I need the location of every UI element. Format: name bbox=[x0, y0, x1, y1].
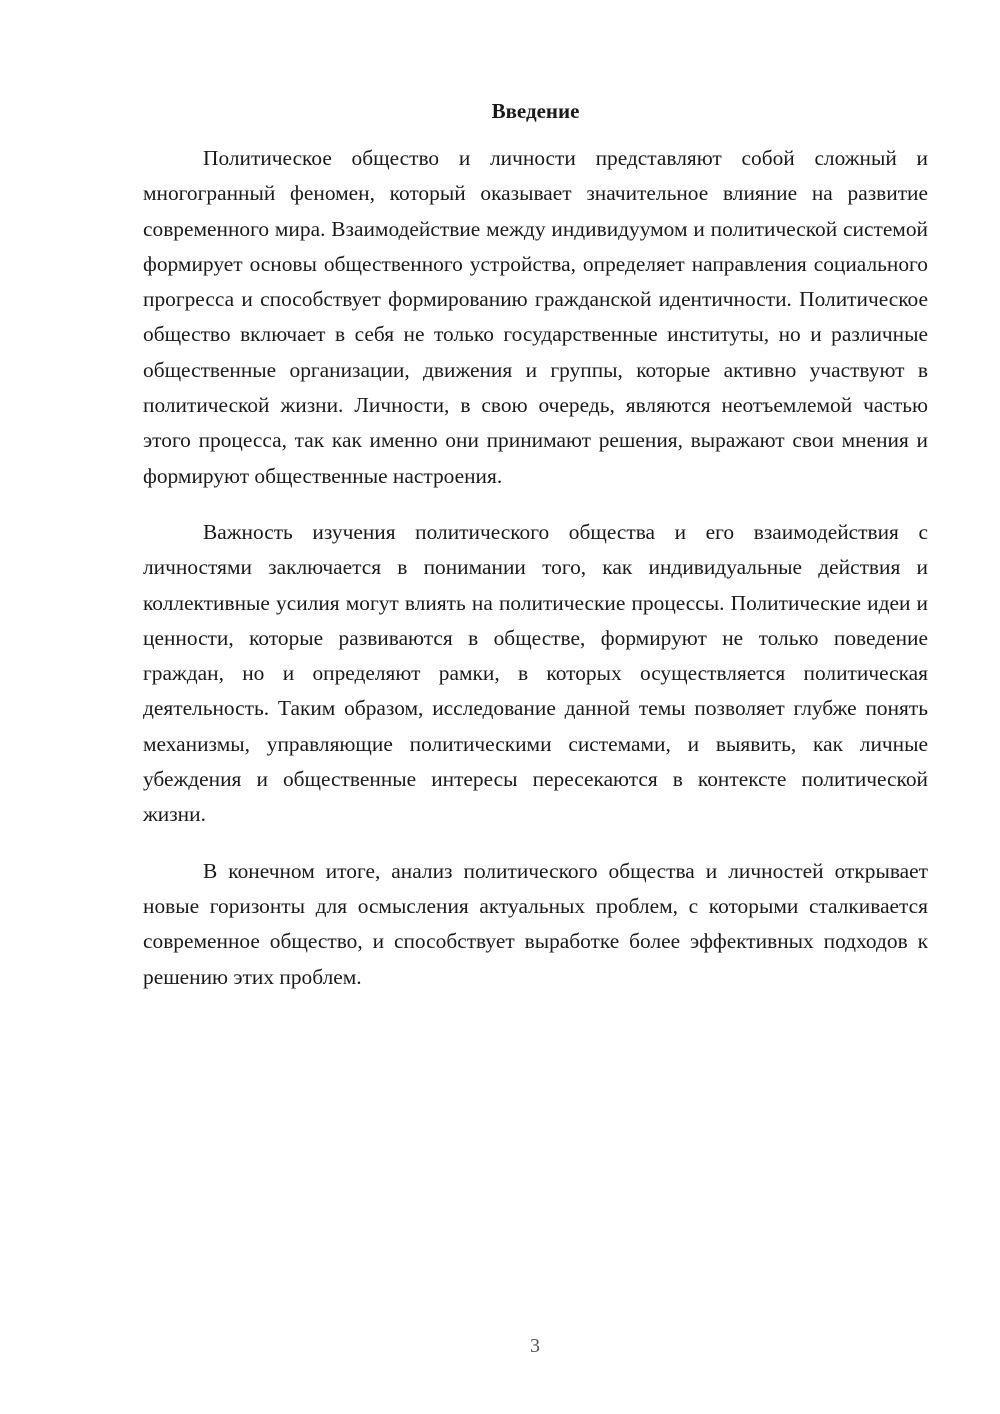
body-text bbox=[143, 141, 928, 1016]
paragraph-1: Политическое общество и личности представляют собой сложный и многогранный феномен, который оказывает значительное влияние на развитие современного мира. Взаимодействие между индивидуумом и политической системой формирует основы общественного устройства, определяет направления социального прогресса и способствует формированию гражданской идентичности. Политическое общество включает в себя не только государственные институты, но и различные общественные организации, движения и группы, которые активно участвуют в политической жизни. Личности, в свою очередь, являются неотъемлемой частью этого процесса, так как именно они принимают решения, выражают свои мнения и формируют общественные настроения. bbox=[143, 146, 928, 488]
paragraph-2: Важность изучения политического общества и его взаимодействия с личностями заключается в понимании того, как индивидуальные действия и коллективные усилия могут влиять на политические процессы. Политические идеи и ценности, которые развиваются в обществе, формируют не только поведение граждан, но и определяют рамки, в которых осуществляется политическая деятельность. Таким образом, исследование данной темы позволяет глубже понять механизмы, управляющие политическими системами, и выявить, как личные убеждения и общественные интересы пересекаются в контексте политической жизни. bbox=[143, 519, 928, 827]
paragraph-3: В конечном итоге, анализ политического общества и личностей открывает новые горизонты для осмысления актуальных проблем, с которыми сталкивается современное общество, и способствует выработке более эффективных подходов к решению этих проблем. bbox=[143, 858, 928, 989]
page-number: 3 bbox=[530, 1335, 540, 1357]
section-title: Введение bbox=[491, 99, 580, 123]
